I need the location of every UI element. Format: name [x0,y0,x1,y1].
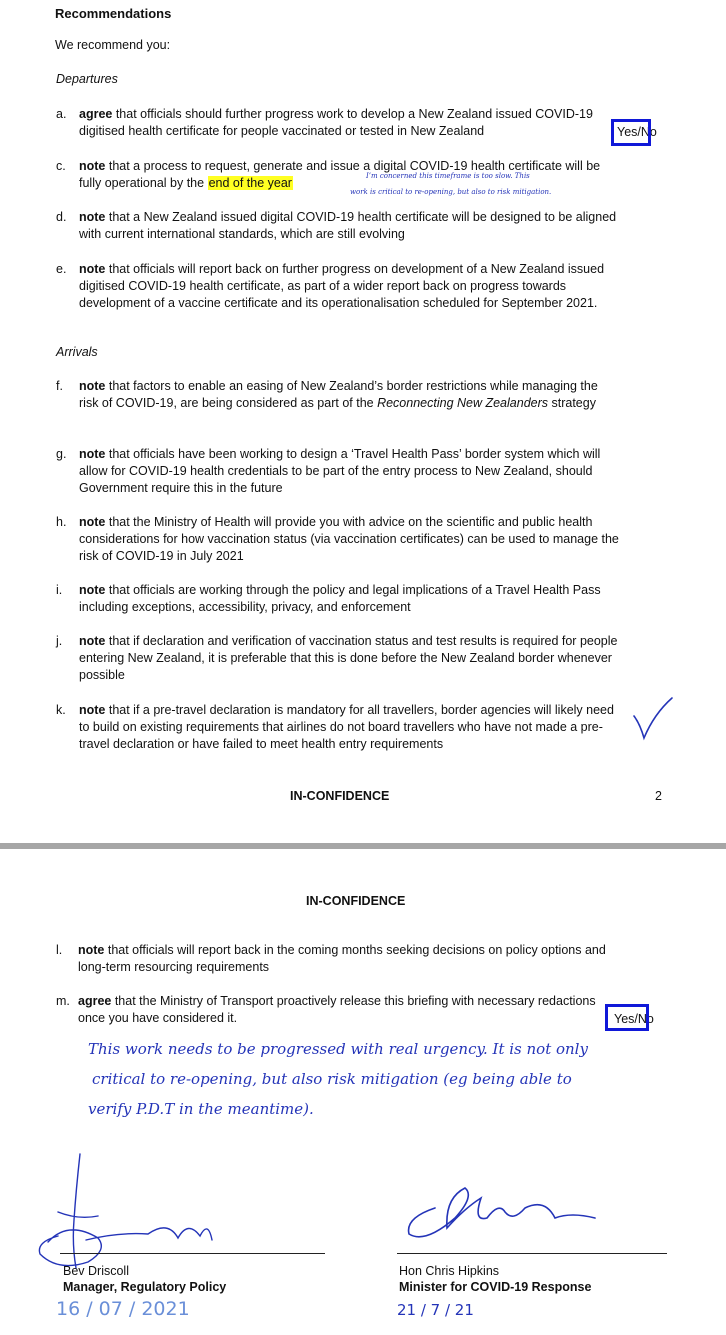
item-h-label: h. [56,515,67,529]
item-e-text [79,261,619,312]
item-k-body: that if a pre-travel declaration is mandatory for all travellers, border agencies will likely need to build on existing requirements that airlines do not board travellers who have not made a pre-travel declaration or have failed to meet health entry requirements [79,703,614,751]
left-signature-icon [28,1150,228,1280]
right-signatory-name: Hon Chris Hipkins [399,1264,500,1278]
right-signatory-title: Minister for COVID-19 Response [399,1280,592,1294]
item-g-text [79,446,619,497]
header-in-confidence: IN-CONFIDENCE [306,894,406,908]
item-k-text [79,702,619,753]
item-a-label: a. [56,107,67,121]
yes-no-a: Yes/No [617,125,657,139]
item-l-body: that officials will report back in the coming months seeking decisions on policy options and long-term resourcing requirements [78,943,606,974]
item-m-body: that the Ministry of Transport proactively release this briefing with necessary redactions once you have considered it. [78,994,596,1025]
item-k-label: k. [56,703,66,717]
handwritten-note-c-line1: I’m concerned this timeframe is too slow. This [366,172,530,180]
item-l-text [78,942,608,976]
item-c-text [79,158,619,192]
page-divider [0,843,726,849]
item-e-body: that officials will report back on further progress on development of a New Zealand issued digitised COVID-19 health certificate, as part of a wider report back on progress towards development of a vaccine certificate and its operationalisation scheduled for September 2021. [79,262,605,310]
item-f-text [79,378,619,412]
intro-text: We recommend you: [55,38,171,52]
item-d-label: d. [56,210,67,224]
item-d-text [79,209,619,243]
item-l-label: l. [56,943,63,957]
yes-selection-box-a [611,119,651,146]
yes-no-m: Yes/No [614,1012,654,1026]
item-i-verb: note [79,583,106,597]
departures-heading: Departures [56,72,118,86]
item-d-verb: note [79,210,106,224]
item-f-label: f. [56,379,63,393]
item-g-verb: note [79,447,106,461]
item-c-label: c. [56,159,66,173]
item-i-text [79,582,619,616]
item-c-body: that a process to request, generate and issue a digital COVID-19 health certificate will be fully operational by the [79,159,601,190]
item-g-label: g. [56,447,67,461]
item-a-verb: agree [79,107,113,121]
item-m-label: m. [56,994,70,1008]
item-m-text [78,993,603,1027]
item-i-body: that officials are working through the policy and legal implications of a Travel Health Pass including exceptions, accessibility, privacy, and enforcement [79,583,601,614]
item-f-body: that factors to enable an easing of New Zealand’s border restrictions while managing the risk of COVID-19, are being considered as part of the [79,379,598,410]
page-number: 2 [655,789,662,803]
item-h-verb: note [79,515,106,529]
item-h-body: that the Ministry of Health will provide you with advice on the scientific and public health considerations for how vaccination status (via vaccination certificates) can be used to manage the risk of COVID-19 in July 2021 [79,515,619,563]
item-a-text [79,106,619,140]
yes-selection-box-m [605,1004,649,1031]
item-i-label: i. [56,583,63,597]
handwritten-note-line2: critical to re-opening, but also risk mitigation (eg being able to [92,1070,572,1088]
item-f-verb: note [79,379,106,393]
item-g-body: that officials have been working to design a ‘Travel Health Pass’ border system which will allow for COVID-19 health credentials to be part of the entry process to New Zealand, should Government require this in the future [79,447,601,495]
right-signature-line [397,1253,667,1254]
item-e-verb: note [79,262,106,276]
handwritten-note-line3: verify P.D.T in the meantime). [88,1100,314,1118]
item-c-highlight: end of the year [208,176,292,190]
right-signature-icon [395,1178,615,1248]
item-c-verb: note [79,159,106,173]
item-m-verb: agree [78,994,112,1008]
item-a-body: that officials should further progress work to develop a New Zealand issued COVID-19 digitised health certificate for people vaccinated or tested in New Zealand [79,107,593,138]
item-d-body: that a New Zealand issued digital COVID-19 health certificate will be designed to be aligned with current international standards, which are still evolving [79,210,617,241]
check-mark-icon [628,694,678,744]
item-j-body: that if declaration and verification of vaccination status and test results is required for people entering New Zealand, it is preferable that this is done before the New Zealand border whenever possible [79,634,618,682]
item-l-verb: note [78,943,105,957]
item-j-text [79,633,619,684]
left-signatory-name: Bev Driscoll [63,1264,129,1278]
item-j-verb: note [79,634,106,648]
item-e-label: e. [56,262,67,276]
item-f-body-end: strategy [548,396,596,410]
footer-in-confidence: IN-CONFIDENCE [290,789,390,803]
item-f-italic: Reconnecting New Zealanders [377,396,549,410]
left-signatory-title: Manager, Regulatory Policy [63,1280,227,1294]
handwritten-note-c-line2: work is critical to re-opening, but also to risk mitigation. [350,188,552,196]
item-h-text [79,514,619,565]
left-signature-line [60,1253,325,1254]
item-j-label: j. [56,634,63,648]
arrivals-heading: Arrivals [56,345,98,359]
right-signatory-date: 21 / 7 / 21 [397,1301,474,1319]
recommendations-heading: Recommendations [55,6,172,21]
item-k-verb: note [79,703,106,717]
left-signatory-date: 16 / 07 / 2021 [56,1298,190,1320]
handwritten-note-line1: This work needs to be progressed with real urgency. It is not only [88,1040,588,1058]
